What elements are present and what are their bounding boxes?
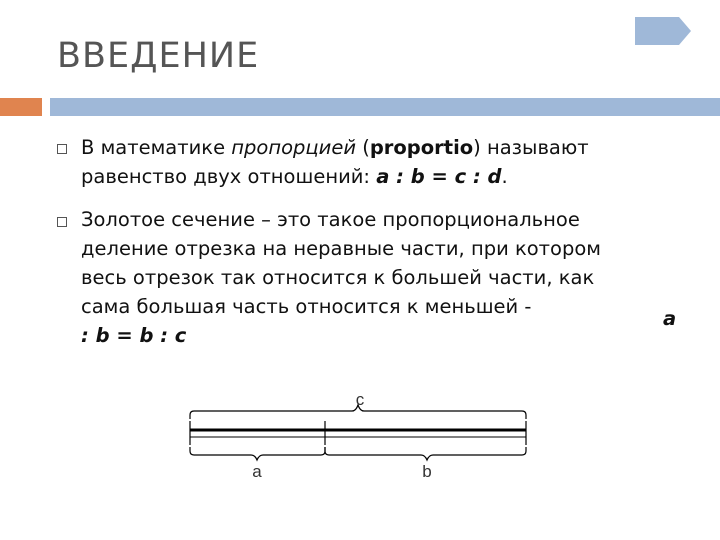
proportion-formula: a : b = c : d [376, 165, 502, 188]
brace-right [325, 447, 526, 460]
golden-ratio-formula: : b = b : c [81, 324, 187, 347]
golden-ratio-formula-start: a [663, 307, 677, 330]
brace-left [190, 447, 325, 460]
bullet-2-line: сама большая часть относится к меньшей - [81, 295, 532, 318]
golden-section-diagram [180, 385, 540, 485]
arrow-decoration-icon [635, 17, 691, 45]
accent-bar-orange [0, 98, 42, 116]
bullet-1-line-1: В математике пропорцией (proportio) называют [81, 136, 589, 159]
bullet-2-line: весь отрезок так относится к большей части, как [81, 266, 595, 289]
bullet-1-line-2: равенство двух отношений: a : b = c : d. [81, 165, 508, 188]
bullet-2-text [81, 205, 601, 350]
term-proportion: пропорцией [231, 136, 356, 159]
label-b: b [422, 462, 432, 481]
slide-title: ВВЕДЕНИЕ [57, 36, 260, 76]
term-latin: proportio [369, 136, 474, 159]
bullet-2-line: деление отрезка на неравные части, при котором [81, 237, 601, 260]
accent-bar-blue [50, 98, 720, 116]
label-a: a [252, 462, 262, 481]
label-c: c [355, 390, 365, 409]
bullet-marker-icon [57, 217, 67, 227]
bullet-1-text [81, 133, 589, 191]
bullet-marker-icon [57, 144, 67, 154]
bullet-2-line: Золотое сечение – это такое пропорциональное [81, 208, 580, 231]
